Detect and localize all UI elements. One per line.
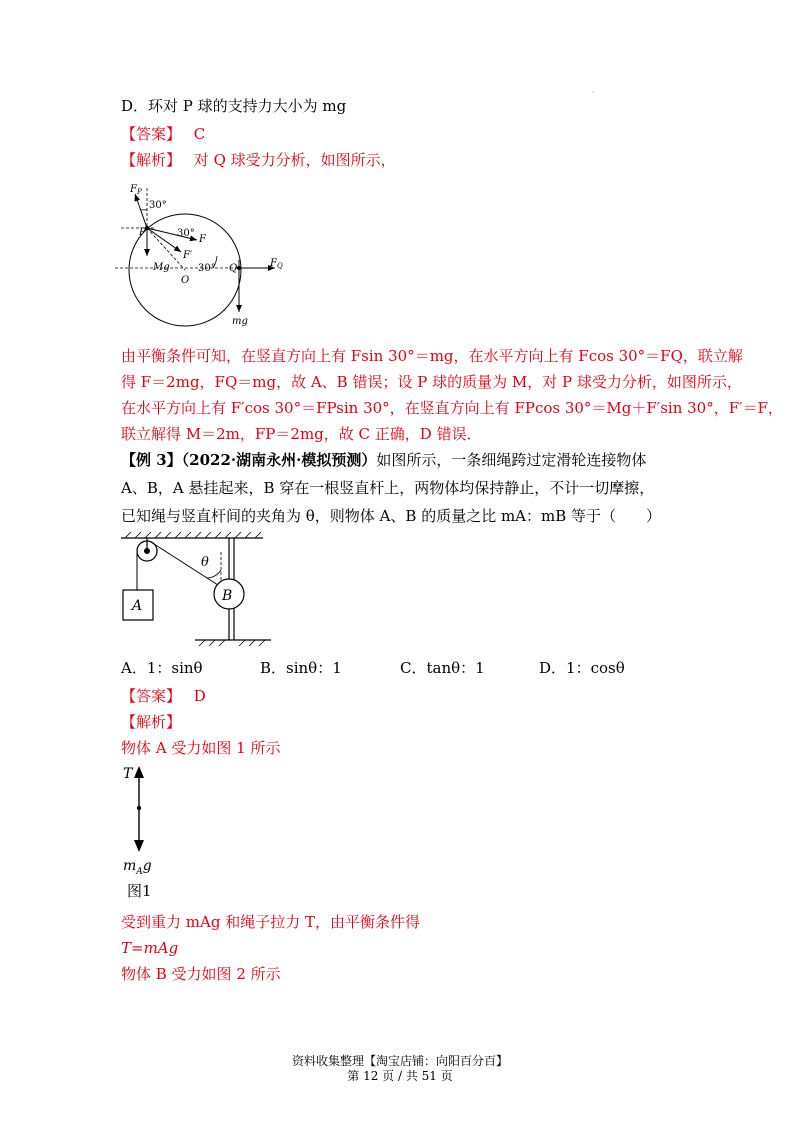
label-q: Q (229, 263, 238, 274)
option-d-previous: D．环对 P 球的支持力大小为 mg (121, 97, 347, 115)
label-mag: $m_Ag$ (123, 858, 152, 877)
example3-label: 【例 3】（2022·湖南永州·模拟预测） (121, 451, 377, 469)
answer-row-1 (121, 124, 205, 144)
answer-label-2: 【答案】 (121, 687, 182, 705)
label-angle-top: 30° (149, 200, 167, 211)
example3-line-1 (121, 450, 646, 470)
analysis-text: 对 Q 球受力分析，如图所示， (193, 151, 396, 169)
option-a: A．1：sinθ (121, 659, 203, 677)
option-b: B．sinθ：1 (260, 659, 342, 677)
force-diagram-circle (115, 180, 295, 340)
answer-value: C (193, 125, 206, 143)
label-angle-q: 30° (198, 263, 216, 274)
analysis-label-2: 【解析】 (121, 713, 182, 731)
label-angle-mid: 30° (177, 228, 195, 239)
option-d: D．1：cosθ (539, 659, 625, 677)
pulley-diagram (121, 532, 271, 647)
footer-source: 资料收集整理【淘宝店铺：向阳百分百】 (291, 1054, 508, 1068)
tension-arrowhead (134, 766, 144, 778)
label-f: F (199, 234, 206, 245)
force-diagram-a (121, 764, 181, 904)
answer-row-2 (121, 686, 206, 706)
fp-arrow (135, 194, 147, 228)
analysis-label: 【解析】 (121, 151, 182, 169)
solution1-line-3: 在水平方向上有 F′cos 30°＝FPsin 30°，在竖直方向上有 FPcos 30°＝Mg＋F′sin 30°，F′＝F， (121, 399, 783, 417)
gravity-arrowhead (134, 840, 144, 852)
label-theta: θ (201, 555, 209, 570)
solution2-line-4: 物体 B 受力如图 2 所示 (121, 965, 281, 983)
corner-mark: · (592, 88, 595, 97)
example3-line-3: 已知绳与竖直杆间的夹角为 θ，则物体 A、B 的质量之比 mA：mB 等于（ ） (121, 507, 662, 525)
solution2-line-2: 受到重力 mAg 和绳子拉力 T，由平衡条件得 (121, 913, 420, 931)
label-fq: $F_Q$ (270, 258, 283, 270)
label-f-prime: F′ (183, 250, 193, 261)
figure-1-caption: 图1 (127, 882, 152, 900)
label-b: B (222, 588, 233, 604)
label-a: A (132, 598, 143, 614)
answer-value-2: D (193, 687, 206, 705)
label-t: T (123, 766, 133, 782)
solution1-line-4: 联立解得 M＝2m，FP＝2mg，故 C 正确，D 错误． (121, 425, 482, 443)
answer-label: 【答案】 (121, 125, 182, 143)
label-fp: $F_P$ (130, 184, 142, 196)
solution1-line-2: 得 F＝2mg，FQ＝mg，故 A、B 错误；设 P 球的质量为 M，对 P 球受力分析，如图所示， (121, 373, 742, 391)
analysis-row-2 (121, 712, 181, 732)
label-big-mg: Mg (153, 262, 170, 273)
label-mg: mg (232, 316, 248, 327)
solution1-line-1: 由平衡条件可知，在竖直方向上有 Fsin 30°＝mg，在水平方向上有 Fcos 30°＝FQ，联立解 (121, 347, 743, 365)
footer-page-number: 第 12 页 / 共 51 页 (347, 1069, 453, 1083)
analysis-row-1 (121, 150, 396, 170)
example3-text-1: 如图所示，一条细绳跨过定滑轮连接物体 (376, 451, 647, 469)
option-c: C．tanθ：1 (400, 659, 485, 677)
example3-line-2: A、B，A 悬挂起来，B 穿在一根竖直杆上，两物体均保持静止，不计一切摩擦， (121, 479, 655, 497)
label-p: P (139, 227, 146, 238)
solution2-line-1: 物体 A 受力如图 1 所示 (121, 739, 281, 757)
label-o: O (181, 275, 190, 286)
solution2-line-3: T=mAg (121, 939, 179, 957)
